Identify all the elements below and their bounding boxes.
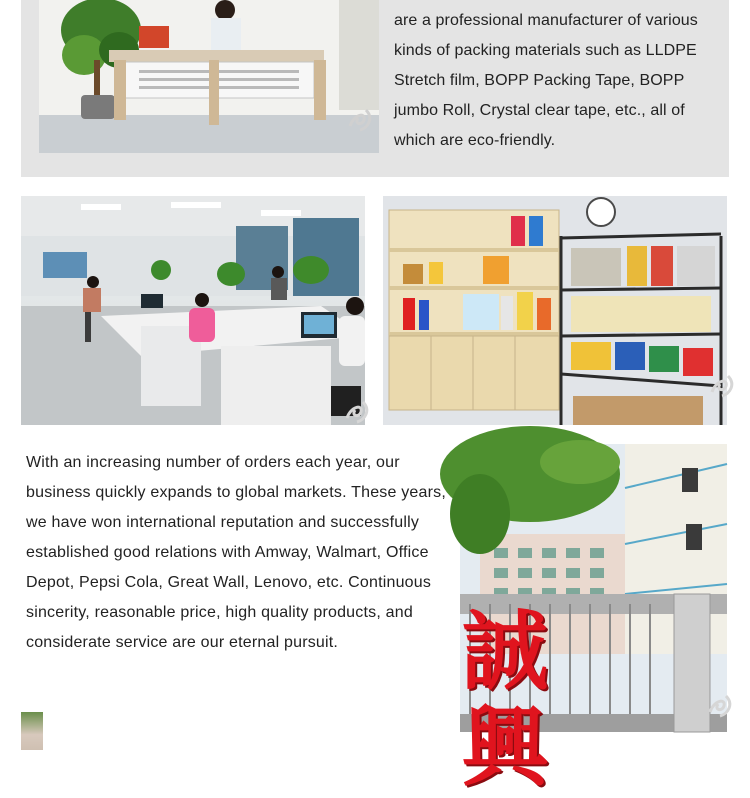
sign-characters: 誠興 xyxy=(462,601,588,798)
intro-paragraph: are a professional manufacturer of various kinds of packing materials such as LLDPE Stretch film, BOPP Packing Tape, BOPP jumbo Roll, Crystal clear tape, etc., all of which are eco-friendly. xyxy=(394,12,698,149)
watermark-swirl-icon xyxy=(706,690,736,720)
factory-building-photo xyxy=(460,444,727,798)
shelves-illustration xyxy=(383,196,727,425)
office-illustration xyxy=(21,196,365,425)
reception-illustration xyxy=(39,0,379,153)
reception-photo xyxy=(39,0,379,153)
watermark-swirl-icon xyxy=(343,396,373,426)
growth-paragraph: With an increasing number of orders each year, our business quickly expands to global markets. These years, we have won international reputation and successfully established good relations with Amway, Walmart, Office Depot, Pepsi Cola, Great Wall, Lenovo, etc. Continuous sincerity, reasonable price, high quality products, and considerate service are our eternal pursuit. xyxy=(26,454,447,651)
warehouse-shelves-photo xyxy=(383,196,727,425)
next-photo-edge xyxy=(21,712,43,750)
watermark-swirl-icon xyxy=(708,370,738,400)
office-photo xyxy=(21,196,365,425)
watermark-swirl-icon xyxy=(346,104,376,134)
